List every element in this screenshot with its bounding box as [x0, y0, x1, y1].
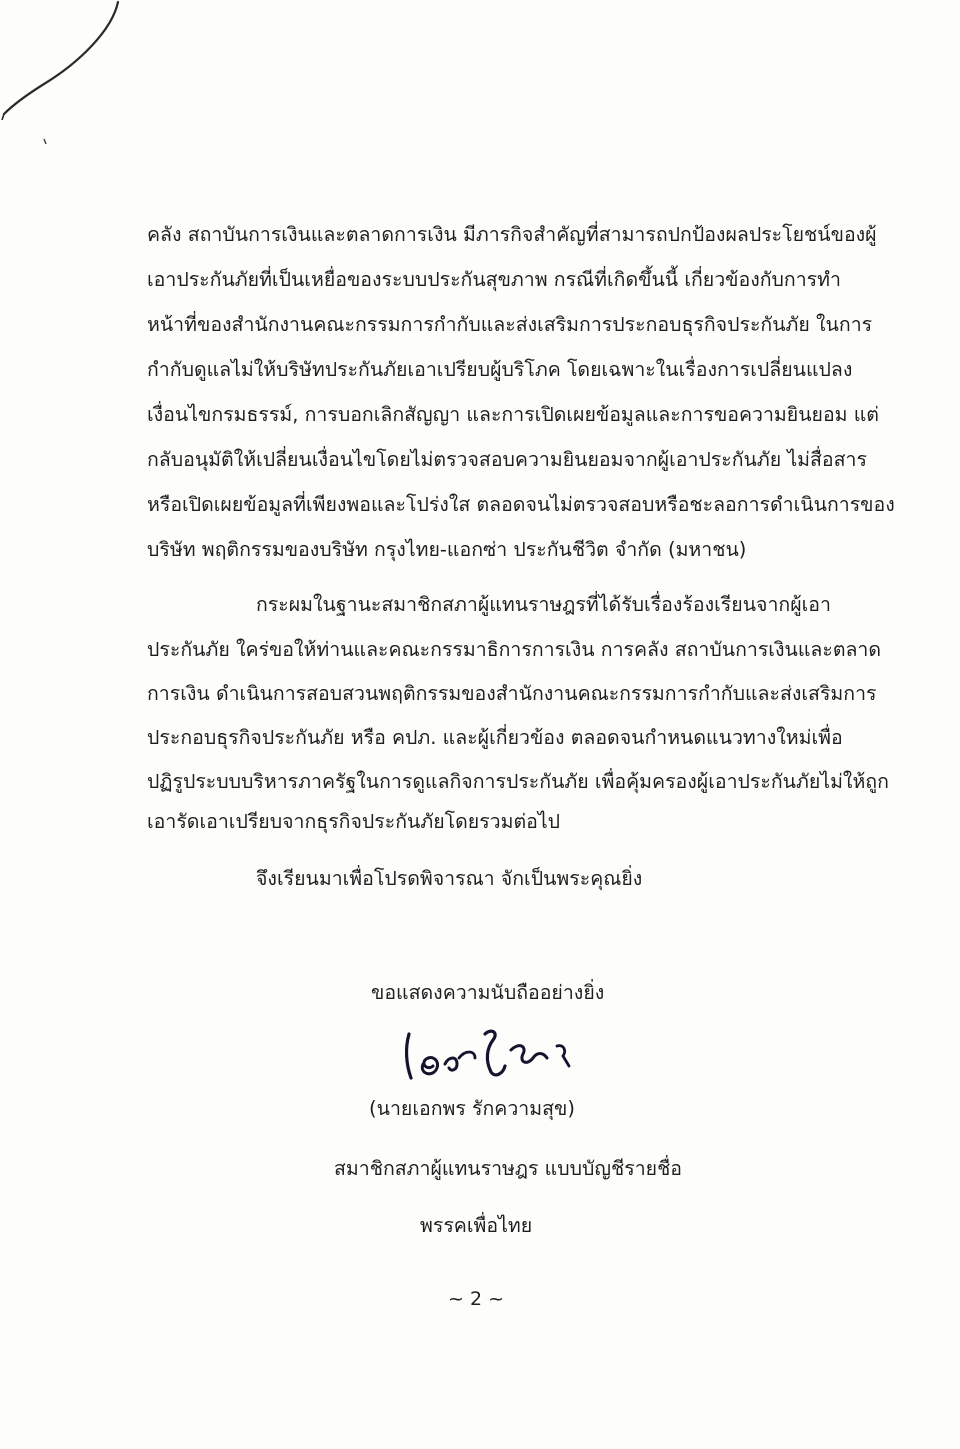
paragraph-line: กลับอนุมัติให้เปลี่ยนเงื่อนไขโดยไม่ตรวจสอบความยินยอมจากผู้เอาประกันภัย ไม่สื่อสาร: [147, 448, 867, 471]
closing-salutation: ขอแสดงความนับถืออย่างยิ่ง: [371, 981, 605, 1004]
paragraph-line: ประกอบธุรกิจประกันภัย หรือ คปภ. และผู้เกี่ยวข้อง ตลอดจนกำหนดแนวทางใหม่เพื่อ: [147, 726, 843, 749]
signatory-name: (นายเอกพร รักความสุข): [369, 1097, 575, 1120]
paragraph-line: หน้าที่ของสำนักงานคณะกรรมการกำกับและส่งเสริมการประกอบธุรกิจประกันภัย ในการ: [147, 313, 873, 336]
request-line: จึงเรียนมาเพื่อโปรดพิจารณา จักเป็นพระคุณยิ่ง: [256, 867, 643, 890]
paragraph-line: การเงิน ดำเนินการสอบสวนพฤติกรรมของสำนักงานคณะกรรมการกำกับและส่งเสริมการ: [147, 682, 877, 705]
paragraph-line: บริษัท พฤติกรรมของบริษัท กรุงไทย-แอกซ่า ประกันชีวิต จำกัด (มหาชน): [147, 538, 747, 561]
paragraph-line: กระผมในฐานะสมาชิกสภาผู้แทนราษฎรที่ได้รับเรื่องร้องเรียนจากผู้เอา: [256, 593, 831, 616]
paragraph-line: กำกับดูแลไม่ให้บริษัทประกันภัยเอาเปรียบผู้บริโภค โดยเฉพาะในเรื่องการเปลี่ยนแปลง: [147, 358, 853, 381]
party-name: พรรคเพื่อไทย: [420, 1214, 533, 1237]
signatory-position: สมาชิกสภาผู้แทนราษฎร แบบบัญชีรายชื่อ: [334, 1157, 683, 1180]
pen-stroke-mark: [0, 0, 130, 160]
paragraph-line: เงื่อนไขกรมธรรม์, การบอกเลิกสัญญา และการเปิดเผยข้อมูลและการขอความยินยอม แต่: [147, 403, 879, 426]
page-number: ~ 2 ~: [448, 1288, 505, 1310]
paragraph-line: ประกันภัย ใคร่ขอให้ท่านและคณะกรรมาธิการการเงิน การคลัง สถาบันการเงินและตลาด: [147, 638, 882, 661]
paragraph-line: เอาประกันภัยที่เป็นเหยื่อของระบบประกันสุขภาพ กรณีที่เกิดขึ้นนี้ เกี่ยวข้องกับการทำ: [147, 268, 841, 291]
paragraph-line: คลัง สถาบันการเงินและตลาดการเงิน มีภารกิจสำคัญที่สามารถปกป้องผลประโยชน์ของผู้: [147, 223, 877, 246]
paragraph-line: หรือเปิดเผยข้อมูลที่เพียงพอและโปร่งใส ตลอดจนไม่ตรวจสอบหรือชะลอการดำเนินการของ: [147, 493, 895, 516]
paragraph-line: ปฏิรูประบบบริหารภาครัฐในการดูแลกิจการประกันภัย เพื่อคุ้มครองผู้เอาประกันภัยไม่ให้ถูก: [147, 770, 889, 793]
handwritten-signature: [395, 1020, 585, 1086]
paragraph-line: เอารัดเอาเปรียบจากธุรกิจประกันภัยโดยรวมต่อไป: [147, 810, 561, 833]
